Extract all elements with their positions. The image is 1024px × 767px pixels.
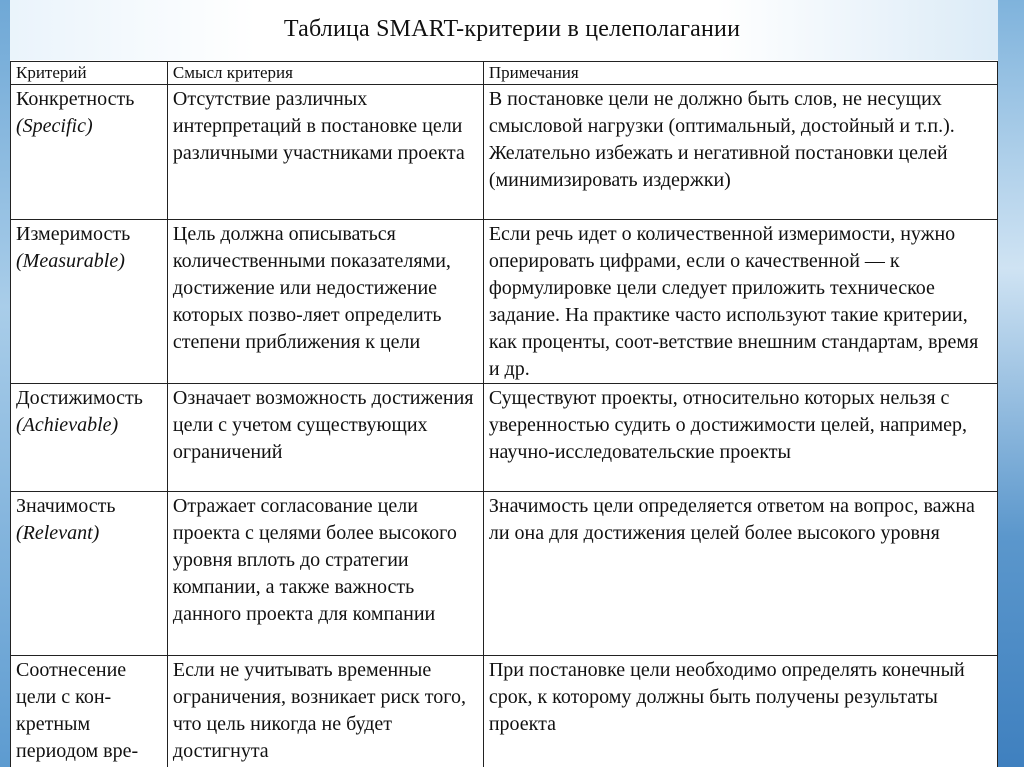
criterion-cell — [11, 85, 168, 220]
table-header-row — [11, 62, 998, 85]
criterion-cell — [11, 656, 168, 767]
meaning-cell: Отражает согласование цели проекта с целями более высокого уровня вплоть до стратегии компании, а также важность данного проекта для компании — [167, 492, 483, 656]
criterion-name: Достижимость — [16, 387, 143, 409]
criterion-name: Соотнесение цели с кон-кретным периодом вре- — [16, 659, 139, 762]
background-right-stripe — [998, 0, 1024, 767]
meaning-cell: Если не учитывать временные ограничения, возникает риск того, что цель никогда не будет достигнута — [167, 656, 483, 767]
criterion-name: Конкретность — [16, 88, 135, 110]
notes-cell: Значимость цели определяется ответом на вопрос, важна ли она для достижения целей более высокого уровня — [483, 492, 997, 656]
table-row-relevant — [11, 492, 998, 656]
table-row-specific — [11, 85, 998, 220]
table-row-time-bound — [11, 656, 998, 767]
notes-cell: Существуют проекты, относительно которых нельзя с уверенностью судить о достижимости целей, например, научно-исследовательские проекты — [483, 384, 997, 492]
header-meaning: Смысл критерия — [167, 62, 483, 85]
background-left-stripe — [0, 0, 10, 767]
criterion-name: Значимость — [16, 495, 116, 517]
meaning-cell: Отсутствие различных интерпретаций в постановке цели различными участниками проекта — [167, 85, 483, 220]
notes-cell: В постановке цели не должно быть слов, не несущих смысловой нагрузки (оптимальный, достойный и т.п.). Желательно избежать и негативной постановки целей (минимизировать издержки) — [483, 85, 997, 220]
header-notes: Примечания — [483, 62, 997, 85]
smart-criteria-table — [10, 61, 998, 767]
slide-title: Таблица SMART-критерии в целеполагании — [283, 16, 741, 42]
criterion-english: (Measurable) — [16, 250, 125, 272]
header-criterion: Критерий — [11, 62, 168, 85]
table-row-achievable — [11, 384, 998, 492]
criterion-english: (Specific) — [16, 115, 93, 137]
notes-cell: При постановке цели необходимо определять конечный срок, к которому должны быть получены результаты проекта — [483, 656, 997, 767]
criterion-cell — [11, 384, 168, 492]
criterion-cell — [11, 492, 168, 656]
criterion-english: (Relevant) — [16, 522, 100, 544]
criterion-cell — [11, 220, 168, 384]
criterion-english: (Achievable) — [16, 414, 119, 436]
criterion-name: Измеримость — [16, 223, 131, 245]
meaning-cell: Означает возможность достижения цели с учетом существующих ограничений — [167, 384, 483, 492]
notes-cell: Если речь идет о количественной измеримости, нужно оперировать цифрами, если о качественной — к формулировке цели следует приложить техническое задание. На практике часто используют такие критерии, как проценты, соот-ветствие внешним стандартам, время и др. — [483, 220, 997, 384]
table-row-measurable — [11, 220, 998, 384]
meaning-cell: Цель должна описываться количественными показателями, достижение или недостижение которых позво-ляет определить степени приближения к цели — [167, 220, 483, 384]
